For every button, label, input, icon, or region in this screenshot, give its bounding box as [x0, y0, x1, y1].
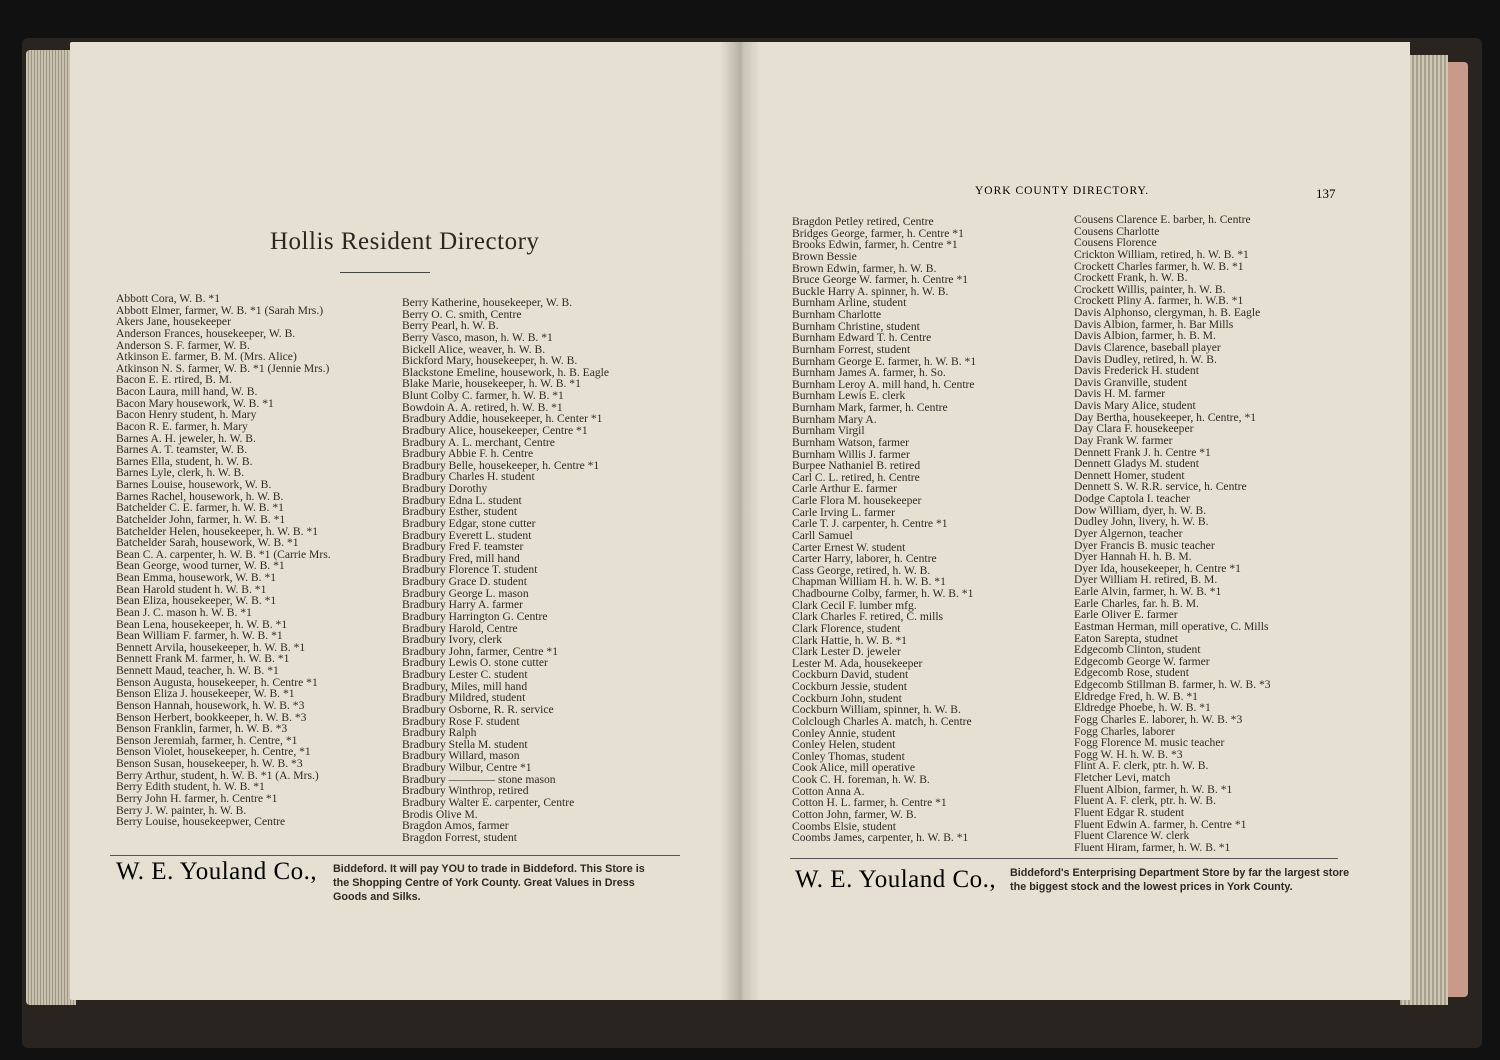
right-ad-line-1: Biddeford's Enterprising Department Store by far the largest store — [1010, 867, 1350, 879]
directory-entry: Clark Florence, student — [792, 621, 901, 635]
directory-entry: Flint A. F. clerk, ptr. h. W. B. — [1074, 759, 1209, 773]
directory-entry: Dyer Ida, housekeeper, h. Centre *1 — [1074, 561, 1241, 575]
directory-entry: Cook C. H. foreman, h. W. B. — [792, 773, 930, 786]
directory-entry: Conley Helen, student — [792, 738, 896, 752]
directory-entry: Burnham Forrest, student — [792, 342, 911, 356]
directory-entry: Benson Eliza J. housekeeper, W. B. *1 — [116, 687, 295, 701]
directory-entry: Brodis Olive M. — [402, 807, 478, 821]
directory-entry: Edgecomb Clinton, student — [1074, 643, 1201, 657]
directory-entry: Bragdon Forrest, student — [402, 830, 517, 844]
right-column-2 — [1074, 214, 1271, 853]
directory-entry: Berry John H. farmer, h. Centre *1 — [116, 791, 278, 805]
directory-entry: Cotton H. L. farmer, h. Centre *1 — [792, 796, 947, 810]
directory-entry: Edgecomb Rose, student — [1074, 666, 1189, 680]
directory-entry: Day Bertha, housekeeper, h. Centre, *1 — [1074, 410, 1257, 424]
directory-entry: Eldredge Fred, h. W. B. *1 — [1074, 689, 1198, 703]
directory-entry: Cook Alice, mill operative — [792, 761, 915, 775]
directory-entry: Blunt Colby C. farmer, h. W. B. *1 — [402, 389, 564, 402]
directory-entry: Cousens Charlotte — [1074, 224, 1160, 238]
directory-entry: Conley Thomas, student — [792, 749, 905, 763]
directory-entry: Bragdon Amos, farmer — [402, 819, 509, 833]
directory-entry: Batchelder Sarah, housework, W. B. *1 — [116, 536, 299, 550]
directory-entry: Burnham Charlotte — [792, 308, 882, 321]
directory-entry: Cockburn John, student — [792, 691, 902, 705]
directory-entry: Burnham Christine, student — [792, 319, 920, 333]
directory-entry: Atkinson N. S. farmer, W. B. *1 (Jennie Mrs.) — [116, 361, 330, 375]
directory-entry: Cockburn Jessie, student — [792, 680, 907, 693]
directory-entry: Fogg Charles, laborer — [1074, 724, 1175, 738]
directory-entry: Bradbury Fred, mill hand — [402, 551, 520, 565]
directory-entry: Bradbury Addie, housekeeper, h. Center *1 — [402, 412, 603, 426]
directory-entry: Bradbury Walter E. carpenter, Centre — [402, 795, 575, 809]
directory-entry: Bickford Mary, housekeeper, h. W. B. — [402, 354, 578, 368]
directory-entry: Colclough Charles A. match, h. Centre — [792, 714, 972, 728]
directory-entry: Bradbury Ralph — [402, 726, 477, 740]
directory-entry: Crockett Frank, h. W. B. — [1074, 271, 1188, 285]
directory-entry: Dennett Frank J. h. Centre *1 — [1074, 445, 1211, 459]
directory-entry: Bean George, wood turner, W. B. *1 — [116, 559, 285, 573]
directory-entry: Crickton William, retired, h. W. B. *1 — [1074, 247, 1249, 261]
directory-entry: Clark Lester D. jeweler — [792, 645, 901, 659]
directory-entry: Davis Albion, farmer, h. Bar Mills — [1074, 317, 1234, 331]
directory-entry: Bradbury Everett L. student — [402, 528, 532, 542]
directory-entry: Bradbury Florence T. student — [402, 563, 538, 577]
directory-entry: Berry Arthur, student, h. W. B. *1 (A. Mrs.) — [116, 768, 319, 782]
directory-entry: Davis Albion, farmer, h. B. M. — [1074, 329, 1216, 343]
right-ad-text — [1010, 866, 1349, 894]
directory-entry: Bennett Frank M. farmer, h. W. B. *1 — [116, 652, 290, 666]
directory-entry: Bean J. C. mason h. W. B. *1 — [116, 605, 252, 619]
directory-entry: Fluent Edgar R. student — [1074, 805, 1185, 819]
directory-entry: Bacon R. E. farmer, h. Mary — [116, 419, 248, 433]
right-ad-line-2: the biggest stock and the lowest prices in York County. — [1010, 881, 1293, 893]
directory-entry: Cockburn David, student — [792, 668, 909, 682]
directory-entry: Anderson S. F. farmer, W. B. — [116, 338, 250, 352]
directory-entry: Bradbury Edgar, stone cutter — [402, 516, 536, 530]
directory-entry: Dyer William H. retired, B. M. — [1074, 573, 1218, 587]
directory-entry: Dennett Homer, student — [1074, 468, 1185, 482]
directory-entry: Dyer Francis B. music teacher — [1074, 538, 1215, 552]
directory-entry: Buckle Harry A. spinner, h. W. B. — [792, 284, 949, 298]
directory-entry: Berry Vasco, mason, h. W. B. *1 — [402, 330, 553, 344]
directory-entry: Bean Eliza, housekeeper, W. B. *1 — [116, 594, 277, 608]
directory-entry: Brooks Edwin, farmer, h. Centre *1 — [792, 238, 958, 252]
directory-entry: Bradbury Ivory, clerk — [402, 633, 503, 647]
directory-entry: Chadbourne Colby, farmer, h. W. B. *1 — [792, 587, 974, 600]
directory-entry: Benson Augusta, housekeeper, h. Centre *1 — [116, 675, 318, 689]
directory-entry: Berry Louise, housekeepwer, Centre — [116, 815, 286, 829]
directory-entry: Berry O. C. smith, Centre — [402, 307, 522, 321]
directory-entry: Davis Dudley, retired, h. W. B. — [1074, 352, 1217, 366]
directory-entry: Burnham Leroy A. mill hand, h. Centre — [792, 377, 975, 391]
directory-entry: Blake Marie, housekeeper, h. W. B. *1 — [402, 377, 581, 391]
directory-entry: Bradbury Harrington G. Centre — [402, 609, 548, 623]
directory-entry: Bradbury Mildred, student — [402, 691, 526, 705]
directory-entry: Earle Alvin, farmer, h. W. B. *1 — [1074, 585, 1222, 598]
left-ad-line-1: Biddeford. It will pay YOU to trade in Biddeford. This Store is — [333, 863, 645, 875]
directory-entry: Batchelder Helen, housekeeper, h. W. B. *1 — [116, 524, 319, 538]
directory-entry: Bradbury Belle, housekeeper, h. Centre *1 — [402, 458, 600, 472]
directory-entry: Benson Herbert, bookkeeper, h. W. B. *3 — [116, 710, 307, 724]
directory-entry: Bradbury Winthrop, retired — [402, 784, 529, 798]
directory-entry: Carter Ernest W. student — [792, 540, 906, 554]
directory-entry: Dennett Gladys M. student — [1074, 457, 1199, 471]
right-column-1 — [792, 216, 976, 844]
directory-entry: Bradbury Osborne, R. R. service — [402, 702, 554, 716]
directory-entry: Abbott Elmer, farmer, W. B. *1 (Sarah Mrs.) — [116, 303, 324, 317]
directory-entry: Cotton John, farmer, W. B. — [792, 807, 917, 821]
directory-entry: Benson Hannah, housework, h. W. B. *3 — [116, 698, 305, 712]
directory-entry: Dodge Captola I. teacher — [1074, 492, 1190, 505]
directory-entry: Lester M. Ada, housekeeper — [792, 656, 923, 670]
directory-entry: Fogg Charles E. laborer, h. W. B. *3 — [1074, 712, 1243, 726]
directory-entry: Crockett Charles farmer, h. W. B. *1 — [1074, 259, 1244, 273]
directory-entry: Carll Samuel — [792, 528, 853, 542]
right-ad-rule — [790, 858, 1338, 859]
directory-entry: Dow William, dyer, h. W. B. — [1074, 503, 1207, 517]
directory-entry: Edgecomb George W. farmer — [1074, 654, 1210, 668]
left-column-1 — [116, 293, 331, 828]
directory-entry: Davis Clarence, baseball player — [1074, 340, 1221, 354]
directory-entry: Davis Frederick H. student — [1074, 364, 1199, 378]
directory-entry: Burpee Nathaniel B. retired — [792, 459, 921, 473]
directory-entry: Bradbury Grace D. student — [402, 575, 527, 588]
directory-entry: Burnham Arline, student — [792, 296, 907, 310]
directory-entry: Eastman Herman, mill operative, C. Mills — [1074, 619, 1269, 633]
directory-entry: Barnes A. H. jeweler, h. W. B. — [116, 431, 256, 445]
directory-entry: Carter Harry, laborer, h. Centre — [792, 552, 937, 566]
directory-entry: Bacon Henry student, h. Mary — [116, 408, 257, 422]
directory-entry: Chapman William H. h. W. B. *1 — [792, 575, 946, 589]
directory-entry: Bradbury John, farmer, Centre *1 — [402, 644, 559, 658]
directory-entry: Burnham Mark, farmer, h. Centre — [792, 401, 948, 414]
directory-entry: Bridges George, farmer, h. Centre *1 — [792, 226, 964, 240]
directory-entry: Clark Hattie, h. W. B. *1 — [792, 633, 907, 647]
directory-entry: Burnham James A. farmer, h. So. — [792, 366, 946, 380]
directory-entry: Clark Charles F. retired, C. mills — [792, 610, 944, 624]
directory-entry: Clark Cecil F. lumber mfg. — [792, 598, 917, 612]
directory-entry: Bean Lena, housekeeper, h. W. B. *1 — [116, 617, 288, 631]
directory-entry: Batchelder John, farmer, h. W. B. *1 — [116, 512, 286, 526]
directory-entry: Bradbury Stella M. student — [402, 737, 528, 751]
directory-entry: Cotton Anna A. — [792, 784, 865, 798]
directory-entry: Bradbury Lewis O. stone cutter — [402, 656, 548, 670]
directory-entry: Berry Pearl, h. W. B. — [402, 319, 499, 333]
directory-entry: Edgecomb Stillman B. farmer, h. W. B. *3 — [1074, 678, 1271, 691]
directory-entry: Burnham Virgil — [792, 424, 865, 438]
directory-entry: Bradbury Esther, student — [402, 505, 518, 519]
left-ad-text — [333, 862, 645, 904]
directory-entry: Carl C. L. retired, h. Centre — [792, 470, 920, 484]
directory-entry: Davis Granville, student — [1074, 375, 1188, 389]
directory-entry: Carle Flora M. housekeeper — [792, 494, 922, 507]
directory-entry: Barnes Louise, housework, W. B. — [116, 478, 272, 491]
directory-entry: Bickell Alice, weaver, h. W. B. — [402, 342, 546, 356]
directory-entry: Burnham Mary A. — [792, 412, 877, 426]
directory-entry: Bradbury Harry A. farmer — [402, 598, 524, 612]
directory-entry: Cockburn William, spinner, h. W. B. — [792, 703, 961, 717]
directory-entry: Cousens Florence — [1074, 236, 1157, 250]
directory-entry: Coombs James, carpenter, h. W. B. *1 — [792, 831, 969, 845]
directory-entry: Bacon E. E. rtired, B. M. — [116, 373, 232, 387]
directory-entry: Bruce George W. farmer, h. Centre *1 — [792, 273, 969, 287]
directory-entry: Fluent Edwin A. farmer, h. Centre *1 — [1074, 817, 1247, 831]
directory-entry: Bradbury Wilbur, Centre *1 — [402, 761, 532, 774]
directory-entry: Crockett Willis, painter, h. W. B. — [1074, 282, 1226, 296]
directory-entry: Dudley John, livery, h. W. B. — [1074, 515, 1209, 529]
directory-entry: Burnham Willis J. farmer — [792, 447, 910, 461]
directory-entry: Earle Oliver E. farmer — [1074, 608, 1178, 622]
directory-entry: Bradbury Rose F. student — [402, 714, 520, 728]
directory-entry: Fluent Hiram, farmer, h. W. B. *1 — [1074, 840, 1231, 854]
directory-entry: Bean Harold student h. W. B. *1 — [116, 582, 267, 596]
left-page-edges — [26, 50, 76, 1005]
directory-entry: Brown Edwin, farmer, h. W. B. — [792, 261, 937, 275]
running-head: YORK COUNTY DIRECTORY. — [975, 185, 1150, 197]
directory-entry: Cousens Clarence E. barber, h. Centre — [1074, 213, 1251, 226]
directory-entry: Akers Jane, housekeeper — [116, 315, 231, 329]
directory-entry: Fluent Albion, farmer, h. W. B. *1 — [1074, 782, 1233, 796]
directory-entry: Barnes Rachel, housework, h. W. B. — [116, 489, 284, 503]
directory-entry: Davis Mary Alice, student — [1074, 399, 1196, 412]
directory-entry: Bennett Maud, teacher, h. W. B. *1 — [116, 664, 279, 677]
left-ad-rule — [110, 855, 680, 856]
directory-entry: Bradbury Dorothy — [402, 482, 488, 495]
title-rule — [340, 272, 430, 273]
directory-entry: Bradbury Charles H. student — [402, 470, 535, 484]
directory-entry: Bacon Mary housework, W. B. *1 — [116, 396, 274, 410]
directory-entry: Dyer Hannah H. h. B. M. — [1074, 550, 1192, 564]
directory-entry: Burnham Watson, farmer — [792, 435, 910, 449]
right-ad-company-name: W. E. Youland Co., — [795, 866, 997, 893]
directory-entry: Fogg W. H. h. W. B. *3 — [1074, 747, 1183, 761]
directory-entry: Bradbury Alice, housekeeper, Centre *1 — [402, 423, 588, 437]
directory-entry: Dennett S. W. R.R. service, h. Centre — [1074, 480, 1247, 494]
directory-entry: Eaton Sarepta, studnet — [1074, 631, 1178, 645]
directory-entry: Burnham Lewis E. clerk — [792, 389, 906, 403]
directory-entry: Bradbury Abbie F. h. Centre — [402, 447, 534, 461]
directory-entry: Conley Annie, student — [792, 726, 896, 740]
left-column-2 — [402, 297, 609, 843]
directory-entry: Dyer Algernon, teacher — [1074, 526, 1183, 540]
directory-entry: Benson Susan, housekeeper, h. W. B. *3 — [116, 757, 303, 770]
directory-entry: Blackstone Emeline, housework, h. B. Eagle — [402, 365, 610, 379]
directory-entry: Day Frank W. farmer — [1074, 433, 1173, 447]
directory-entry: Abbott Cora, W. B. *1 — [116, 292, 221, 305]
directory-entry: Cass George, retired, h. W. B. — [792, 563, 931, 577]
directory-entry: Bowdoin A. A. retired, h. W. B. *1 — [402, 400, 563, 414]
directory-entry: Earle Charles, far. h. B. M. — [1074, 596, 1199, 610]
directory-entry: Fletcher Levi, match — [1074, 771, 1171, 784]
directory-entry: Barnes Lyle, clerk, h. W. B. — [116, 466, 245, 480]
directory-entry: Day Clara F. housekeeper — [1074, 422, 1194, 436]
directory-entry: Bean Emma, housework, W. B. *1 — [116, 571, 277, 584]
directory-entry: Burnham Edward T. h. Centre — [792, 331, 932, 345]
directory-entry: Bradbury A. L. merchant, Centre — [402, 435, 555, 449]
directory-entry: Davis H. M. farmer — [1074, 387, 1166, 401]
left-ad-line-3: Goods and Silks. — [333, 891, 421, 903]
directory-entry: Eldredge Phoebe, h. W. B. *1 — [1074, 701, 1211, 715]
directory-entry: Barnes Ella, student, h. W. B. — [116, 454, 253, 468]
directory-entry: Bean C. A. carpenter, h. W. B. *1 (Carrie Mrs. — [116, 547, 331, 561]
directory-entry: Bragdon Petley retired, Centre — [792, 215, 934, 228]
page-title: Hollis Resident Directory — [270, 228, 540, 255]
directory-entry: Berry J. W. painter, h. W. B. — [116, 803, 247, 817]
directory-entry: Coombs Elsie, student — [792, 819, 897, 833]
left-ad-company-name: W. E. Youland Co., — [116, 858, 318, 885]
directory-entry: Benson Violet, housekeeper, h. Centre, *1 — [116, 745, 311, 759]
directory-entry: Atkinson E. farmer, B. M. (Mrs. Alice) — [116, 350, 297, 364]
left-ad-line-2: the Shopping Centre of York County. Great Values in Dress — [333, 877, 635, 889]
directory-entry: Bradbury George L. mason — [402, 586, 529, 600]
directory-entry: Berry Katherine, housekeeper, W. B. — [402, 296, 573, 309]
directory-entry: Bradbury Willard, mason — [402, 749, 520, 763]
directory-entry: Bradbury ———— stone mason — [402, 772, 556, 786]
directory-entry: Berry Edith student, h. W. B. *1 — [116, 780, 265, 794]
directory-entry: Batchelder C. E. farmer, h. W. B. *1 — [116, 501, 284, 515]
directory-entry: Crockett Pliny A. farmer, h. W.B. *1 — [1074, 294, 1244, 308]
directory-entry: Bradbury Edna L. student — [402, 493, 522, 507]
directory-entry: Fogg Florence M. music teacher — [1074, 736, 1225, 750]
directory-entry: Bradbury Fred F. teamster — [402, 540, 524, 554]
directory-entry: Bacon Laura, mill hand, W. B. — [116, 385, 258, 398]
directory-entry: Fluent A. F. clerk, ptr. h. W. B. — [1074, 794, 1217, 808]
directory-entry: Brown Bessie — [792, 249, 857, 263]
directory-entry: Benson Franklin, farmer, h. W. B. *3 — [116, 722, 288, 736]
directory-entry: Bean William F. farmer, h. W. B. *1 — [116, 629, 283, 643]
page-number: 137 — [1316, 186, 1336, 201]
directory-entry: Carle Arthur E. farmer — [792, 482, 897, 496]
directory-entry: Anderson Frances, housekeeper, W. B. — [116, 326, 296, 340]
directory-entry: Barnes A. T. teamster, W. B. — [116, 443, 248, 457]
directory-entry: Bradbury, Miles, mill hand — [402, 679, 528, 693]
directory-entry: Benson Jeremiah, farmer, h. Centre, *1 — [116, 733, 298, 747]
directory-entry: Bennett Arvila, housekeeper, h. W. B. *1 — [116, 640, 306, 654]
directory-entry: Burnham George E. farmer, h. W. B. *1 — [792, 354, 977, 368]
directory-entry: Bradbury Harold, Centre — [402, 621, 518, 635]
directory-entry: Fluent Clarence W. clerk — [1074, 829, 1190, 843]
directory-entry: Bradbury Lester C. student — [402, 668, 528, 681]
directory-entry: Carle T. J. carpenter, h. Centre *1 — [792, 517, 948, 531]
directory-entry: Davis Alphonso, clergyman, h. B. Eagle — [1074, 306, 1261, 319]
directory-entry: Carle Irving L. farmer — [792, 505, 896, 519]
